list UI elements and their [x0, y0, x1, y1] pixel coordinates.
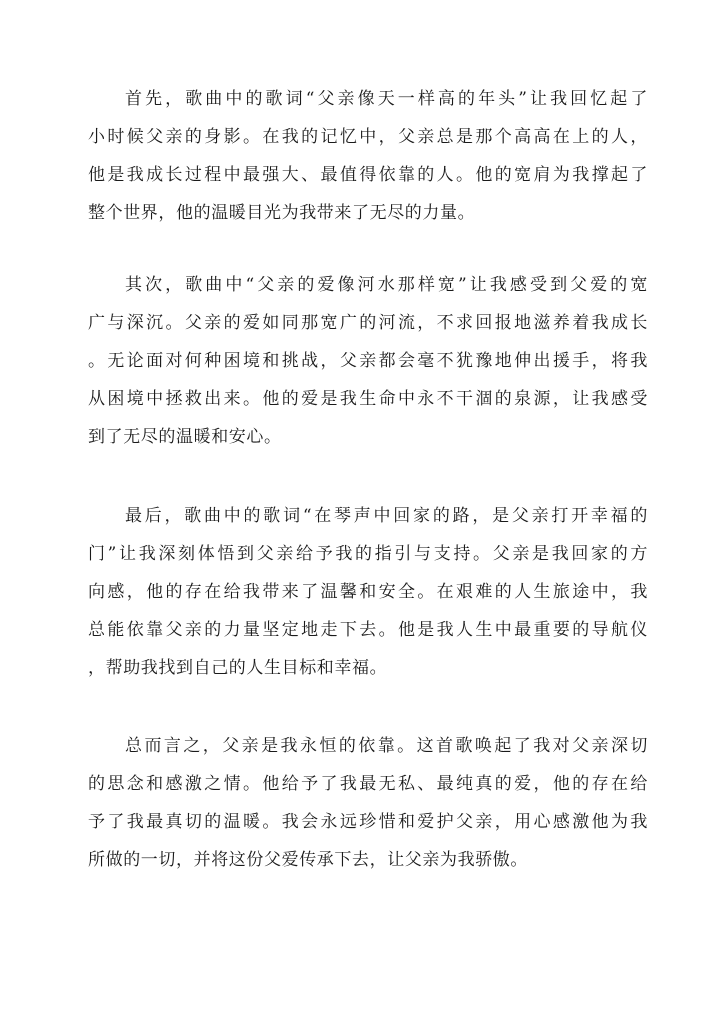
- paragraph-line: 首先，歌曲中的歌词“父亲像天一样高的年头”让我回忆起了: [125, 89, 648, 109]
- paragraph-line: 向感，他的存在给我带来了温馨和安全。在艰难的人生旅途中，我: [88, 582, 648, 602]
- paragraph-4: [88, 727, 648, 879]
- paragraph-line: 整个世界，他的温暖目光为我带来了无尽的力量。: [88, 203, 476, 223]
- paragraph-line: 小时候父亲的身影。在我的记忆中，父亲总是那个高高在上的人，: [88, 127, 648, 147]
- paragraph-line: 。无论面对何种困境和挑战，父亲都会毫不犹豫地伸出援手，将我: [88, 351, 648, 371]
- paragraph-line: 总而言之，父亲是我永恒的依靠。这首歌唤起了我对父亲深切: [125, 736, 648, 756]
- paragraph-2: [88, 266, 648, 456]
- paragraph-line: 所做的一切，并将这份父爱传承下去，让父亲为我骄傲。: [88, 850, 528, 870]
- paragraph-line: 总能依靠父亲的力量坚定地走下去。他是我人生中最重要的导航仪: [88, 620, 648, 640]
- paragraph-line: ，帮助我找到自己的人生目标和幸福。: [88, 658, 388, 678]
- paragraph-line: 他是我成长过程中最强大、最值得依靠的人。他的宽肩为我撑起了: [88, 165, 648, 185]
- paragraph-line: 最后，歌曲中的歌词“在琴声中回家的路，是父亲打开幸福的: [125, 506, 648, 526]
- paragraph-1: [88, 80, 648, 232]
- paragraph-line: 门”让我深刻体悟到父亲给予我的指引与支持。父亲是我回家的方: [88, 544, 648, 564]
- paragraph-line: 的思念和感激之情。他给予了我最无私、最纯真的爱，他的存在给: [88, 774, 648, 794]
- paragraph-line: 从困境中拯救出来。他的爱是我生命中永不干涸的泉源，让我感受: [88, 389, 648, 409]
- paragraph-line: 广与深沉。父亲的爱如同那宽广的河流，不求回报地滋养着我成长: [88, 313, 648, 333]
- paragraph-line: 其次，歌曲中“父亲的爱像河水那样宽”让我感受到父爱的宽: [125, 275, 648, 295]
- paragraph-line: 予了我最真切的温暖。我会永远珍惜和爱护父亲，用心感激他为我: [88, 812, 648, 832]
- paragraph-3: [88, 497, 648, 687]
- paragraph-line: 到了无尽的温暖和安心。: [88, 427, 282, 447]
